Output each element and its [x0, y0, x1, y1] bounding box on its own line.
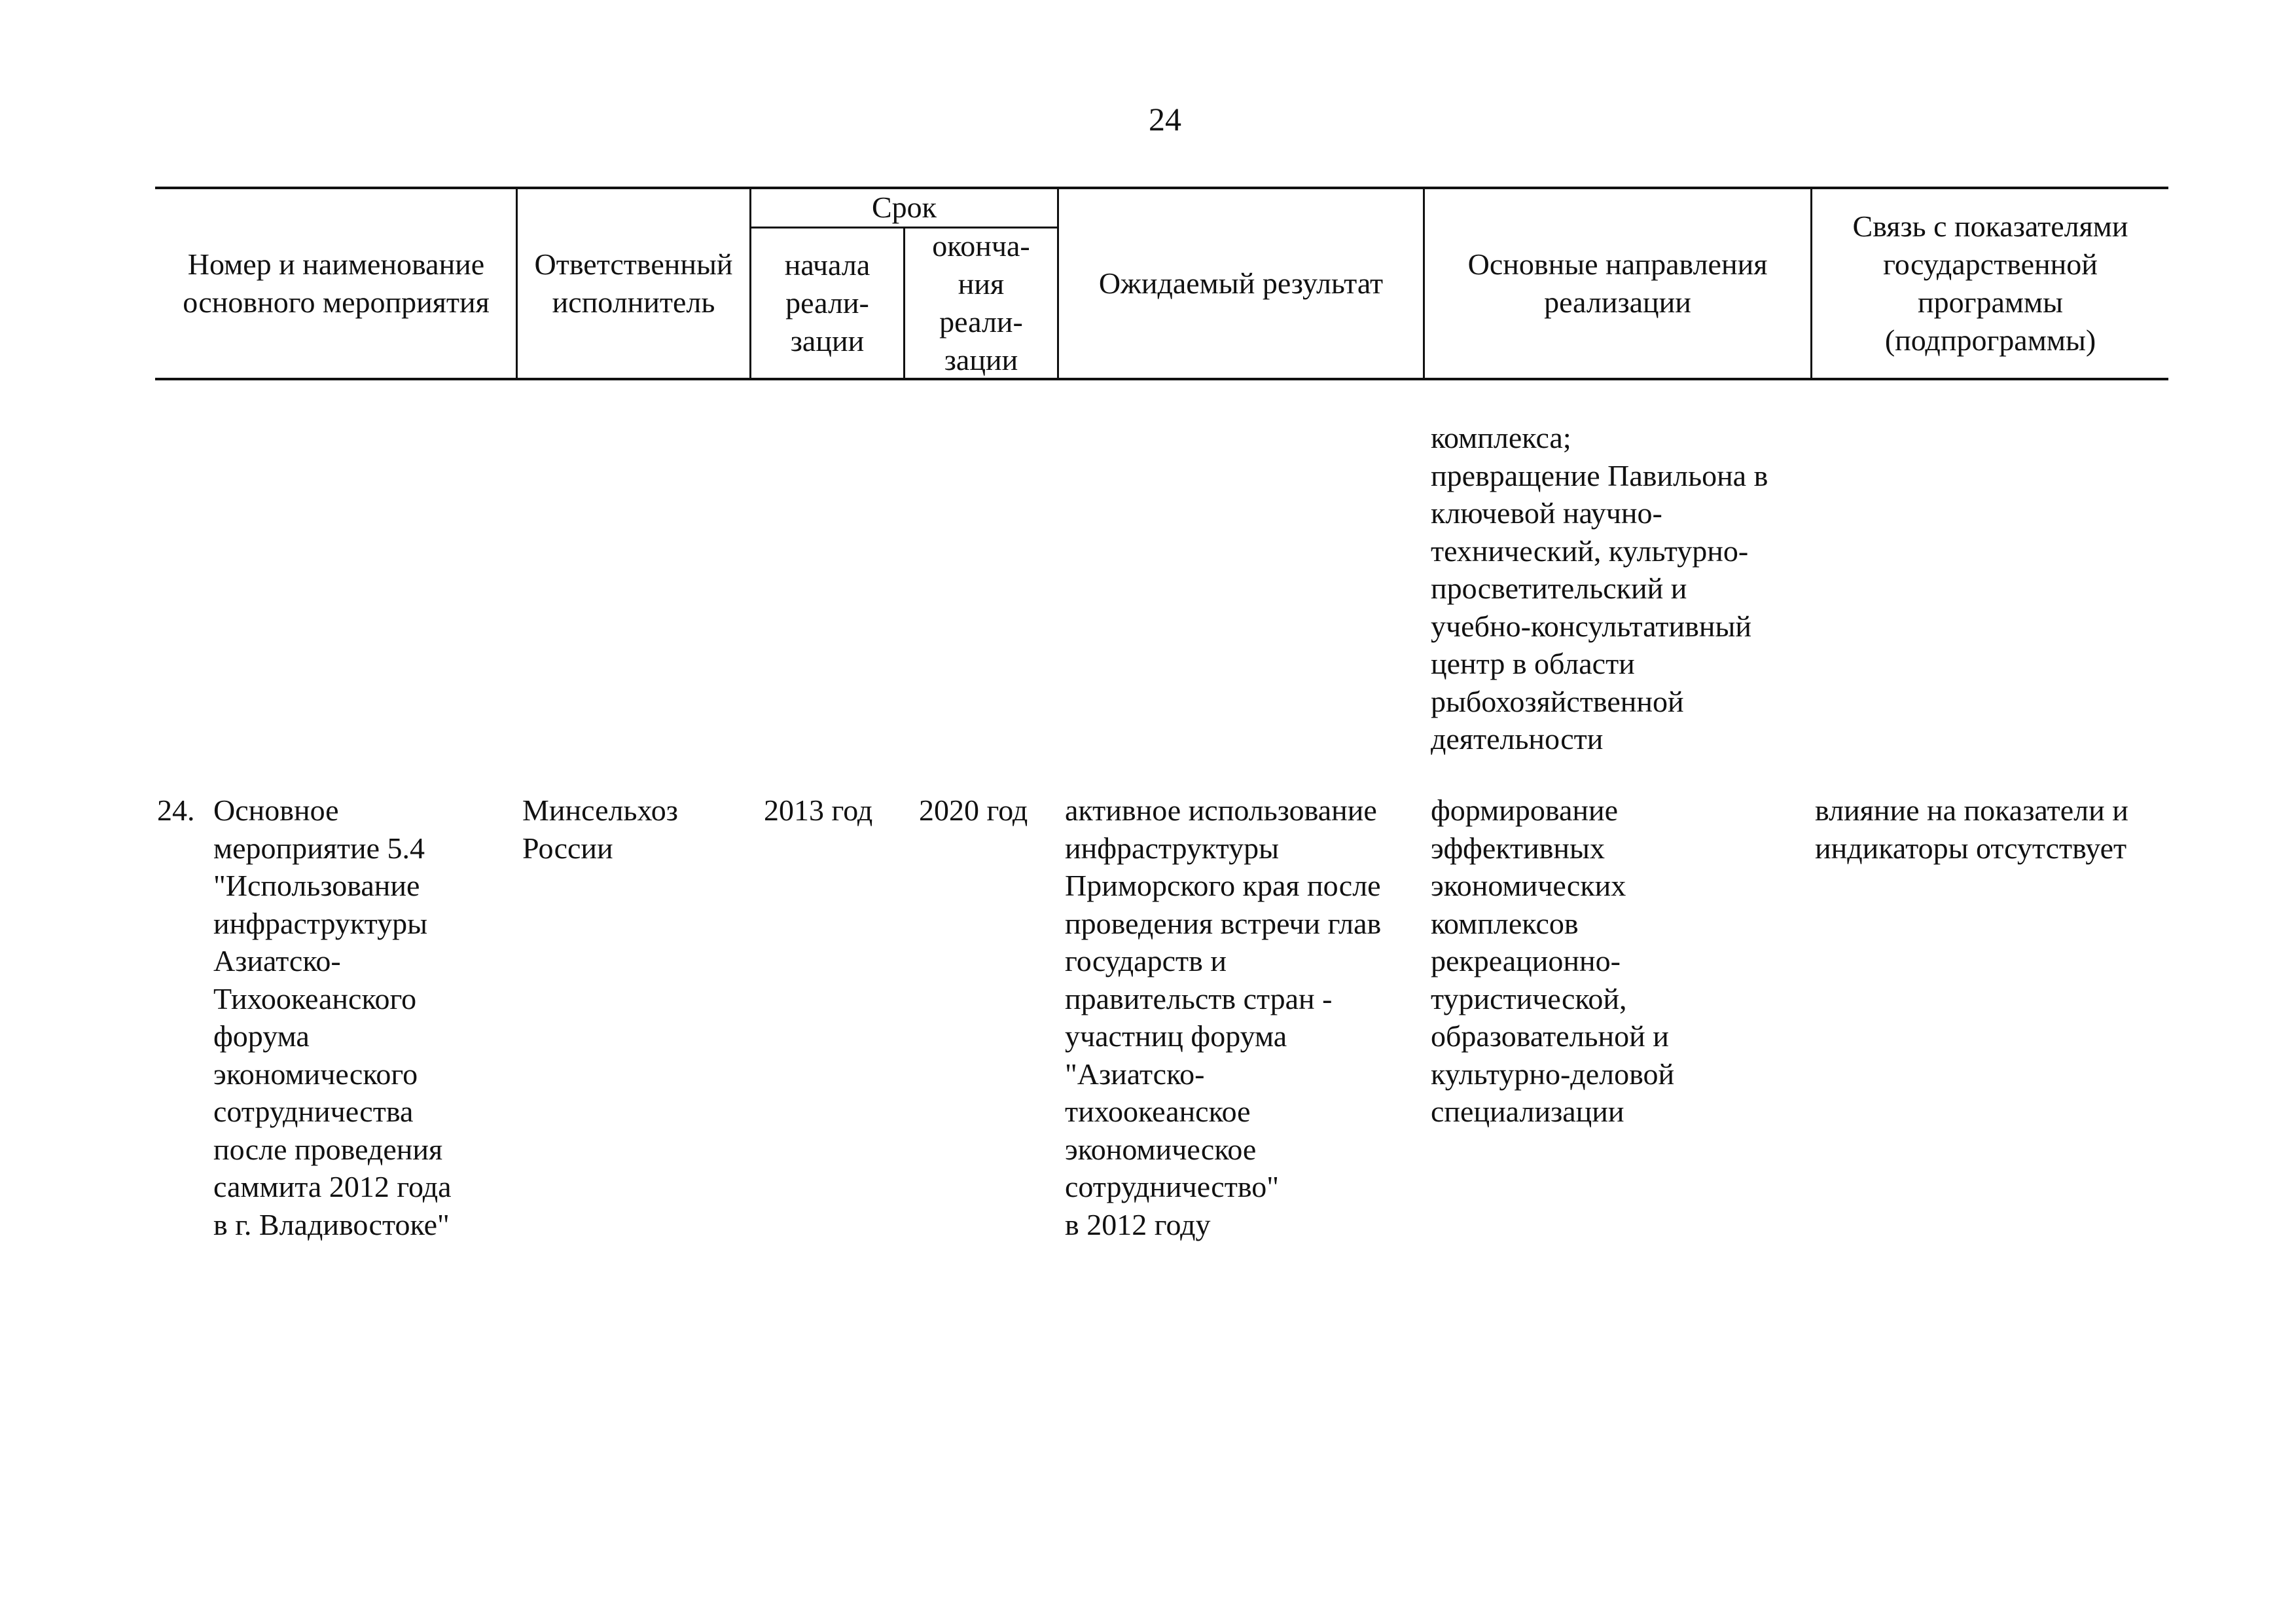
row-name-text: Основное мероприятие 5.4 "Использование инфраструктуры Азиатско- Тихоокеанского форума экономического сотрудничества после проведения саммита 2012 года в г. Владивостоке": [213, 793, 452, 1241]
row-result-text: активное использование инфраструктуры Приморского края после проведения встречи глав государств и правительств стран - участниц форума "Азиатско- тихоокеанское экономическое сотрудничество" в 2012 году: [1065, 793, 1382, 1241]
header-cell-term: [751, 188, 1057, 227]
row-directions-text: формирование эффективных экономических комплексов рекреационно- туристической, образовательной и культурно-деловой специализации: [1431, 793, 1675, 1128]
header-executor-label: Ответственный исполнитель: [534, 247, 733, 319]
header-cell-directions: [1425, 189, 1810, 378]
header-cell-name: [156, 189, 516, 378]
continuation-directions-text: комплекса; превращение Павильона в ключевой научно- технический, культурно- просветительский и учебно-консультативный центр в области рыбохозяйственной деятельности: [1431, 421, 1768, 756]
header-directions-label: Основные направления реализации: [1467, 247, 1768, 319]
row-number: 24.: [157, 793, 195, 827]
header-end-label: оконча- ния реали- зации: [932, 229, 1030, 376]
header-start-label: начала реали- зации: [784, 248, 870, 357]
header-term-label: Срок: [871, 190, 937, 224]
header-result-label: Ожидаемый результат: [1098, 266, 1384, 300]
header-cell-end: [905, 228, 1057, 378]
row-end-text: 2020 год: [919, 793, 1028, 827]
row-start-text: 2013 год: [764, 793, 873, 827]
header-cell-start: [751, 228, 903, 378]
header-name-label: Номер и наименование основного мероприятия: [183, 247, 490, 319]
row-executor-text: Минсельхоз России: [522, 793, 678, 865]
header-cell-link: [1812, 189, 2168, 378]
header-cell-executor: [518, 189, 749, 378]
row-link-text: влияние на показатели и индикаторы отсутствует: [1815, 793, 2128, 865]
page-number: 24: [1149, 101, 1181, 137]
header-bottom-rule: [155, 378, 2168, 380]
header-cell-result: [1059, 189, 1423, 378]
header-link-label: Связь с показателями государственной программы (подпрограммы): [1852, 210, 2128, 357]
